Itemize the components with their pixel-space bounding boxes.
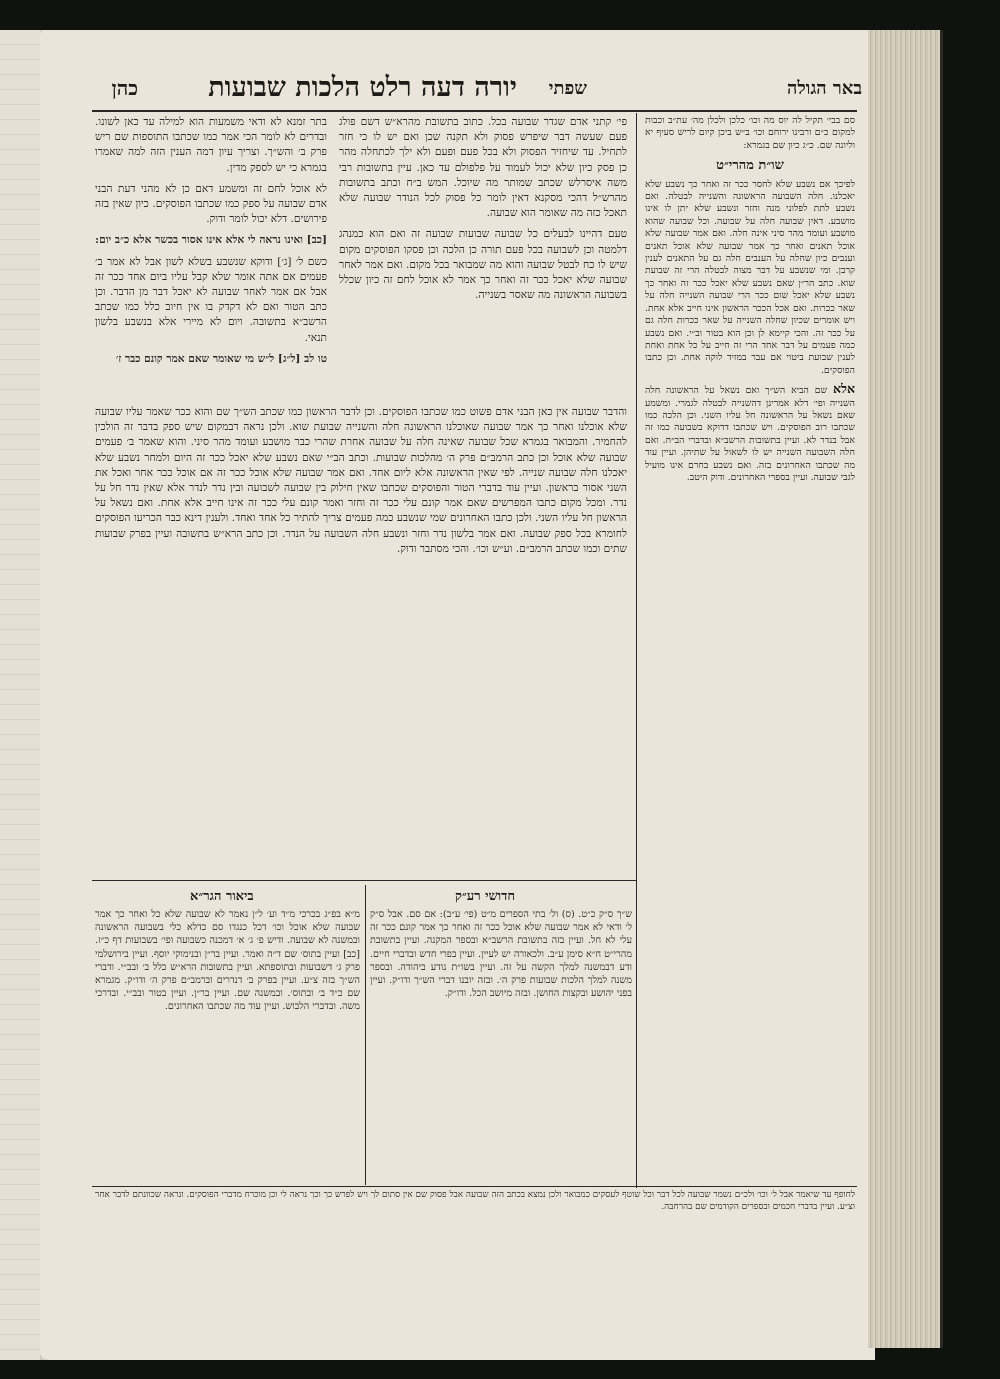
chiddushei-column [370, 908, 632, 1183]
ela-marker: אלא [833, 381, 855, 397]
header-title: יורה דעה רלט הלכות שבועות [208, 72, 517, 103]
ela-body: שם הביא הש״ך ואם נשאל על הראשונה חלה השנייה ופי׳ דלא אמרינן דהשנייה לבטלה לגמרי. ומשמע שאם נשאל על הראשונה חל עליו השני. וכן הלכה כמו שכתבו רוב הפוסקים. ויש שכתבו דדוקא בשבועה כמו זה אבל בנדר לא. ועיין בתשובות הרשב״א ובדברי הב״ח. ואם חלה השבועה השנייה יש לו לשאול על שתיהן. ועיין עוד מה שכתבו האחרונים בזה. ואם נשבע בחרם אינו מועיל לגבי שבועה. ועיין בספרי האחרונים. ודוק היטב. [645, 385, 855, 483]
ela-paragraph [645, 383, 855, 484]
seif-lamed-heading: [כב] ואינו נראה לי אלא אינו אסור בכשר אלא כ״ב יום: [95, 234, 327, 247]
side-commentary-column [645, 115, 855, 1190]
header-rule [92, 110, 857, 112]
header-page-label: כהן [111, 76, 138, 100]
main-text-column [95, 115, 627, 875]
main-lower-block [95, 405, 627, 563]
seif-lamed-body: כשם ל׳ [ג׳] ודוקא שנשבע בשלא לשון אבל לא אמר ב׳ פעמים אם אתה אומר שלא קבל עליו ביום אחד ככר זה אבל אם אמר לאחר שבועה לא יאכל דבר מן הדבר. וכן כתב הטור ואם לא דקדק בו אין חיוב כלל כמו שכתב הרשב״א בתשובה. ויום לא מיירי אלא בנשבע בלשון תנאי. [95, 255, 327, 344]
footnote-block [95, 1190, 855, 1230]
mahari-body: לפיכך אם נשבע שלא לחסר ככר זה ואחר כך נשבע שלא יאכלנו. חלה השבועה הראשונה והשנייה לבטלה. ואם נשבע לתת לפלוני מנה וחזר ונשבע שלא יתן לו אינו מושבע. דאין שבועה חלה על שבועה. וכל שבועה שהוא מושבע ועומד מהר סיני אינה חלה. ואם אמר שבועה שלא אוכל תאנים ואחר כך אמר שבועה שלא אוכל תאנים וענבים כיון שחלה על הענבים חלה גם על התאנים לענין קרבן. ומי שנשבע על דבר מצוה לבטלה הרי זה שבועת שוא. כתב הר״ן שאם נשבע שלא יאכל ככר זה ואחר כך נשבע שלא יאכל שום ככר הרי שבועה השנייה חלה על שאר ככרות. ואם אכל הככר הראשון אינו חייב אלא אחת. ויש אומרים שכיון שחלה השנייה על שאר ככרות חלה גם על ככר זה. והכי קיימא לן וכן הוא בטור וב״י. ואם נשבע כמה פעמים על דבר אחד הרי זה חייב על כל אחת ואחת לענין שבועת ביטוי אם עבר במזיד לוקה אחת. וכן כתבו הפוסקים. [645, 178, 855, 376]
commentary-paragraph-continued: לא אוכל לחם זה ומשמע דאם כן לא מהני דעת הבני אדם שבועה על ספק כמו שכתבו הפוסקים. כיון שאין בזה פירושים. דלא יכול לומר ודוק. [95, 182, 327, 226]
section-divider [92, 880, 637, 881]
beer-golah-text: סם בבי׳ תקיל לה יוס מה וכו׳ כלכן ולכלן מה׳ עת״ב וכבות למקום כ״ם ורבינו ירוחם וכו׳ ב״ש ביכן קיום לריש סעיף יא וליונה שם. כ״ג כיון שם בגמרא: [645, 115, 855, 151]
bottom-column-divider [365, 885, 366, 1185]
main-lower-paragraph: והדבר שבועה אין כאן הבני אדם פשוט כמו שכתבו הפוסקים. וכן לדבר הראשון כמו שכתב הש״ך שם והוא ככר שאמר עליו שבועה שלא אוכלנו ואחר כך אמר שבועה שאוכלנו הראשונה חלה והשנייה שבועת שוא. ולכן נראה דבמקום שיש ספק בדבר זה הולכין להחמיר. והמבואר בגמרא שכל שבועה שאינה חלה על שבועה אחרת שהרי כבר מושבע ועומד מהר סיני. והוא שאמר ב׳ פעמים שבועה שלא אוכל וכן כתב הרמב״ם פרק ה׳ מהלכות שבועות. וכתב הב״י שאם נשבע שלא יאכל ככר זה היום ולמחר נשבע שלא יאכלנו חלה שבועה שנייה. לפי שאין הראשונה אלא ליום אחד. ואם אמר שבועה שלא אוכל ככר זה אם אוכל ככר אחר ואכל את השני אסור בראשון. ועיין עוד בדברי הטור והפוסקים שכתבו שאין חילוק בין שבועה לשבועה ובין נדר לנדר אלא שאין נדר חל על נדר. ומכל מקום כתבו המפרשים שאם אמר קונם עלי ככר זה וחזר ואמר קונם עלי ככר זה אינו חייב אלא אחת. ואם נשאל על הראשון חל עליו השני. ולכן כתבו האחרונים שמי שנשבע כמה פעמים צריך להתיר כל אחד ואחד. ולענין דינא כבר הכריעו הפוסקים לחומרא בכל ספק שבועה. ואם אמר בלשון נדר וחזר ונשבע חלה השבועה על הנדר. וכן כתב הרא״ש בתשובה ועיין בפרק שבועות שתים וכמו שכתב הרמב״ם. וע״ש וכו׳. והכי מסתבר ודוק. [95, 406, 627, 555]
shach-paragraph-continued: טעם דהיינו לבעלים כל שבועה שבועות שבועה זה ואם הוא כמנהג דלמטה וכן לשבועה בכל פעם תורה כן הלכה וכן פסקו הפוסקים מקום שיש לו כח לבטל שבועה והוא מה שמבואר בכל מקום. ואם אמר לאחר שבועה שלא יאכל ככר זה ואחר כך אמר לא אוכל לחם זה כיון שכלל בשבועה הראשונה מה שאסר בשנייה. [339, 228, 627, 302]
header-shach-label: שפתי [548, 78, 587, 99]
commentary-column [95, 115, 327, 373]
seif-lev-heading: טו לב [ל״ג] ל״ש מי שאומר שאם אמר קונם כבר ז׳ [115, 352, 327, 365]
header-source-label: באר הגולה [786, 78, 862, 99]
shach-column [339, 115, 627, 309]
running-header [92, 72, 862, 108]
biur-heading: ביאור הגר״א [190, 889, 254, 904]
chiddushei-body: ש״ך ס״ק כ״ט. (ס) ול׳ בתי הספרים מ״ט (פי׳ ע״ב): אם סם. אבל ס״ק ל׳ ודאי לא אמר שבועה שלא אוכל ככר זה ואחר כך אמר קונם ככר זה עלי לא חל. ועיין בזה בתשובת הרשב״א ובספר המקנה. ועיין בתשובת מהרי״ט ח״א סימן ע״ב. ולכאורה יש לעיין. ועיין בפרי חדש ובדברי חיים. ודע דבמשנה למלך הקשה על זה. ועיין בשו״ת נודע ביהודה. ובספר משנה למלך הלכות שבועות פרק ה׳. ובזה יובנו דברי הש״ך ודו״ק. ועיין בפני יהושע ובקצות החושן. ובזה מיושב הכל. ודו״ק. [370, 909, 632, 1000]
column-divider [636, 113, 637, 1188]
book-fore-edge [868, 30, 943, 1348]
mahari-heading: שו״ת מהרי״ט [716, 158, 784, 174]
biur-body: מ״א בפ״ג בכרכי מ״ד וע׳ ל״ן נאמר לא שבועה שלא כל ואחר כך אמר שבועה שלא אוכל וכו׳ דכל כנגדו סם כדלא כלי בשבועה הראשונה ובמשנה לא שבועה. ודיש פ׳ ג׳ א׳ דמכנה כשבועה ופי׳ בשבועות דף כ״ז. [כב] ועיין בתוס׳ שם ד״ה ואמר. ועיין בר״ן ובנימוקי יוסף. ועיין בירושלמי פרק ג׳ דשבועות ובתוספתא. ועיין בתשובות הרא״ש כלל ב׳ ובב״י. ודברי הש״ך בזה צ״ע. ועיין בפרק ב׳ דנדרים וברמב״ם פרק ה׳ ודו״ק. מגמרא שם כ״ד ב׳ ובתוס׳. ובמשנה שם. ועיין בר״ן. ועיין בטור ובב״י. ובדרכי משה. ובדברי הלבוש. ועיין עוד מה שכתבו האחרונים. [95, 909, 360, 1013]
footnote-text: לחופף עד שיאמר אבל ל׳ וכו׳ ולכ״ם נשמר שבועה לכל דבר וכל שוטף לעסקים כמבואר ולכן נמצא בכתב הזה שבועה אבל פסוק שם אין סתום לך ויש לפרש כך וכך נראה לי וכן מוכרח מדברי הפוסקים. ונראה שכוונתם לדבר אחר וצ״ע. ועיין בדברי חכמים ובספרים הקודמים שם בהרחבה. [95, 1190, 855, 1212]
commentary-paragraph: בתר זמנא לא ודאי משמעות הוא למילה עד כאן לשונו. ובדרים לא לומר הכי אמר כמו שכתבו התוספות שם ריש פרק ב׳ והש״ך. וצריך עיון דמה הענין הזה למה שאמרו בגמרא כי יש לספק מדין. [95, 116, 327, 174]
shach-paragraph: פי׳ קתני אדם שגדר שבועה בכל. כתוב בתשובת מהרא״ש דשם פולג פעם שעשה דבר שיפרש פסוק ולא תקנה שכן ואם יש לו כי חזר לתחיל. עד שיחזיר הפסוק ולא בכל פעם ופעם ולא ילך לכתחלה מהר כן פסק כיון שלא יכול לעמוד על פלפולם עד כאן. עיין בתשובות רבי משה איסרלש שכתב שמותר מה שיוכל. המש ב״ח וכתב בתשובות מהרש״ל דהכי מסקנא דאין לומר כל פסוק לכל הנודר שבועה שלא תאכל כזה מה שאומר הוא שבועה. [339, 116, 627, 220]
chiddushei-heading: חדושי רע״ק [455, 889, 516, 904]
left-page-edge [0, 30, 40, 1360]
biur-column [95, 908, 360, 1183]
